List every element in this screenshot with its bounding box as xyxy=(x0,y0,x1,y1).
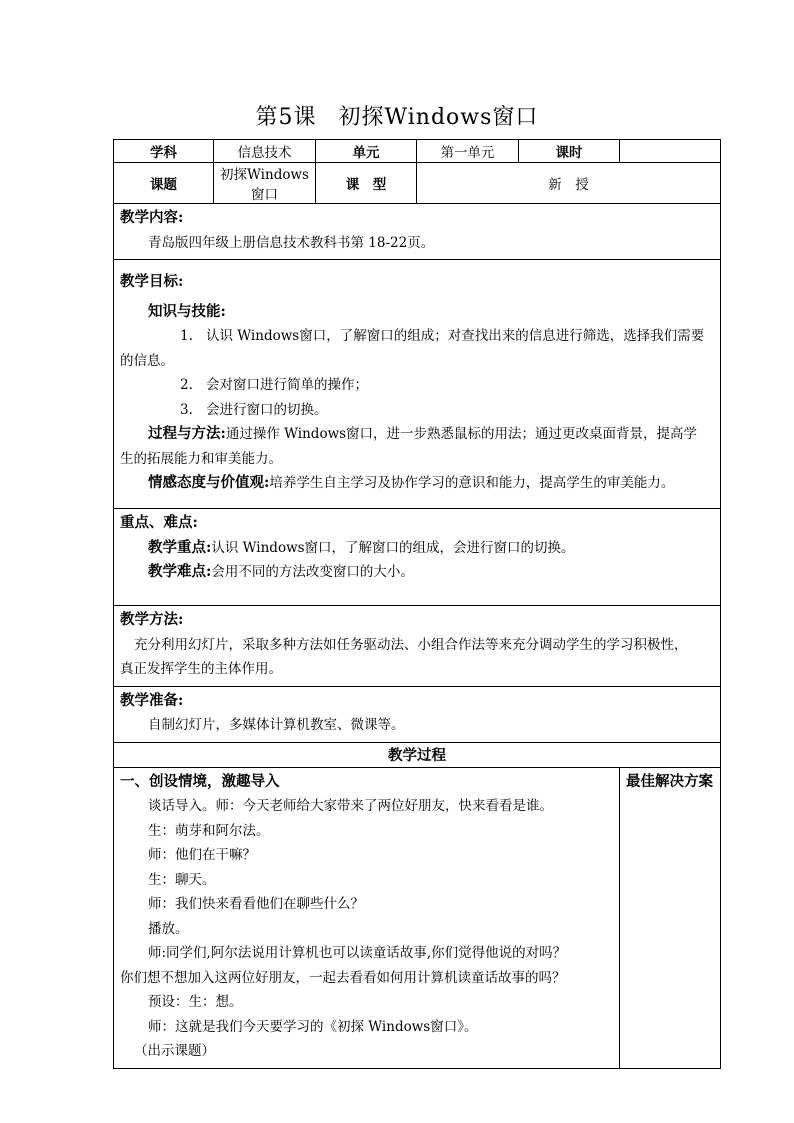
process-text: 通过操作 Windows窗口，进一步熟悉鼠标的用法；通过更改桌面背景，提高学 xyxy=(225,426,698,442)
process-line-cont: 你们想不想加入这两位好朋友，一起去看看如何用计算机读童话故事的吗？ xyxy=(120,969,566,986)
topic-label: 课题 xyxy=(114,163,214,204)
prep-row xyxy=(114,686,721,742)
prep-text: 自制幻灯片，多媒体计算机教室、微课等。 xyxy=(148,717,405,733)
emotion-label: 情感态度与价值观: xyxy=(148,474,270,491)
process-row xyxy=(114,767,721,1068)
subject-label: 学科 xyxy=(114,140,214,163)
topic-value: 初探Windows窗口 xyxy=(214,163,316,204)
section-title: 一、创设情境，激趣导入 xyxy=(120,772,280,790)
key-points-row xyxy=(114,509,721,606)
process-line: 生：萌芽和阿尔法。 xyxy=(148,822,270,839)
key-text: 认识 Windows窗口，了解窗口的组成，会进行窗口的切换。 xyxy=(211,539,575,556)
process-last-line: （出示课题） xyxy=(134,1043,215,1059)
title-lesson: 第5课 xyxy=(255,105,317,130)
key-label: 教学重点: xyxy=(148,538,212,556)
unit-value: 第一单元 xyxy=(417,140,519,163)
content-label: 教学内容: xyxy=(120,209,184,226)
process-label: 教学过程 xyxy=(114,742,721,767)
unit-label: 单元 xyxy=(316,140,417,163)
subject-value: 信息技术 xyxy=(214,140,316,163)
k2-text: 会对窗口进行简单的操作； xyxy=(206,377,368,393)
process-line: 谈话导入。师：今天老师给大家带来了两位好朋友，快来看看是谁。 xyxy=(148,798,553,814)
methods-text: 充分利用幻灯片，采取多种方法如任务驱动法、小组合作法等来充分调动学生的学习积极性， xyxy=(134,636,688,653)
content-text: 青岛版四年级上册信息技术教科书第 18-22页。 xyxy=(148,234,435,251)
content-row xyxy=(114,204,721,260)
process-line: 师:同学们,阿尔法说用计算机也可以读童话故事,你们觉得他说的对吗？ xyxy=(148,945,567,961)
page-title xyxy=(0,100,794,131)
process-cont: 生的拓展能力和审美能力。 xyxy=(120,450,282,467)
process-header-row xyxy=(114,742,721,767)
methods-label: 教学方法: xyxy=(120,611,184,628)
methods-row xyxy=(114,606,721,687)
lesson-plan-table xyxy=(113,139,721,1069)
process-line: 生：聊天。 xyxy=(148,871,216,888)
prep-label: 教学准备: xyxy=(120,691,184,709)
process-line: 预设：生：想。 xyxy=(148,994,243,1010)
k1-text: 认识 Windows窗口，了解窗口的组成；对查找出来的信息进行筛选，选择我们需要 xyxy=(206,328,705,344)
process-line: 播放。 xyxy=(148,920,189,937)
process-line: 师：他们在干嘛？ xyxy=(148,847,256,863)
difficulty-text: 会用不同的方法改变窗口的大小。 xyxy=(211,564,414,580)
difficulty-label: 教学难点: xyxy=(148,563,212,580)
period-label: 课时 xyxy=(519,140,620,163)
period-value xyxy=(620,140,721,163)
header-row-2 xyxy=(114,163,721,204)
methods-cont: 真正发挥学生的主体作用。 xyxy=(120,661,282,677)
process-line: 师：这就是我们今天要学习的《初探 Windows窗口》。 xyxy=(148,1018,478,1035)
objectives-label: 教学目标: xyxy=(120,273,184,290)
key-points-label: 重点、难点: xyxy=(120,514,198,531)
best-solution-title: 最佳解决方案 xyxy=(620,767,721,1068)
k1-cont: 的信息。 xyxy=(120,352,174,369)
knowledge-label: 知识与技能: xyxy=(148,302,226,320)
process-label: 过程与方法: xyxy=(148,425,226,442)
title-name: 初探Windows窗口 xyxy=(338,105,539,130)
k3-text: 会进行窗口的切换。 xyxy=(206,401,328,418)
emotion-text: 培养学生自主学习及协作学习的意识和能力，提高学生的审美能力。 xyxy=(269,475,675,491)
process-line: 师：我们快来看看他们在聊些什么？ xyxy=(148,896,364,912)
k3-num: 3. xyxy=(180,401,193,418)
header-row-1 xyxy=(114,140,721,163)
objectives-row xyxy=(114,260,721,509)
type-value: 新 授 xyxy=(417,163,721,204)
type-label: 课 型 xyxy=(316,163,417,204)
k2-num: 2. xyxy=(180,377,193,393)
k1-num: 1. xyxy=(180,328,193,344)
